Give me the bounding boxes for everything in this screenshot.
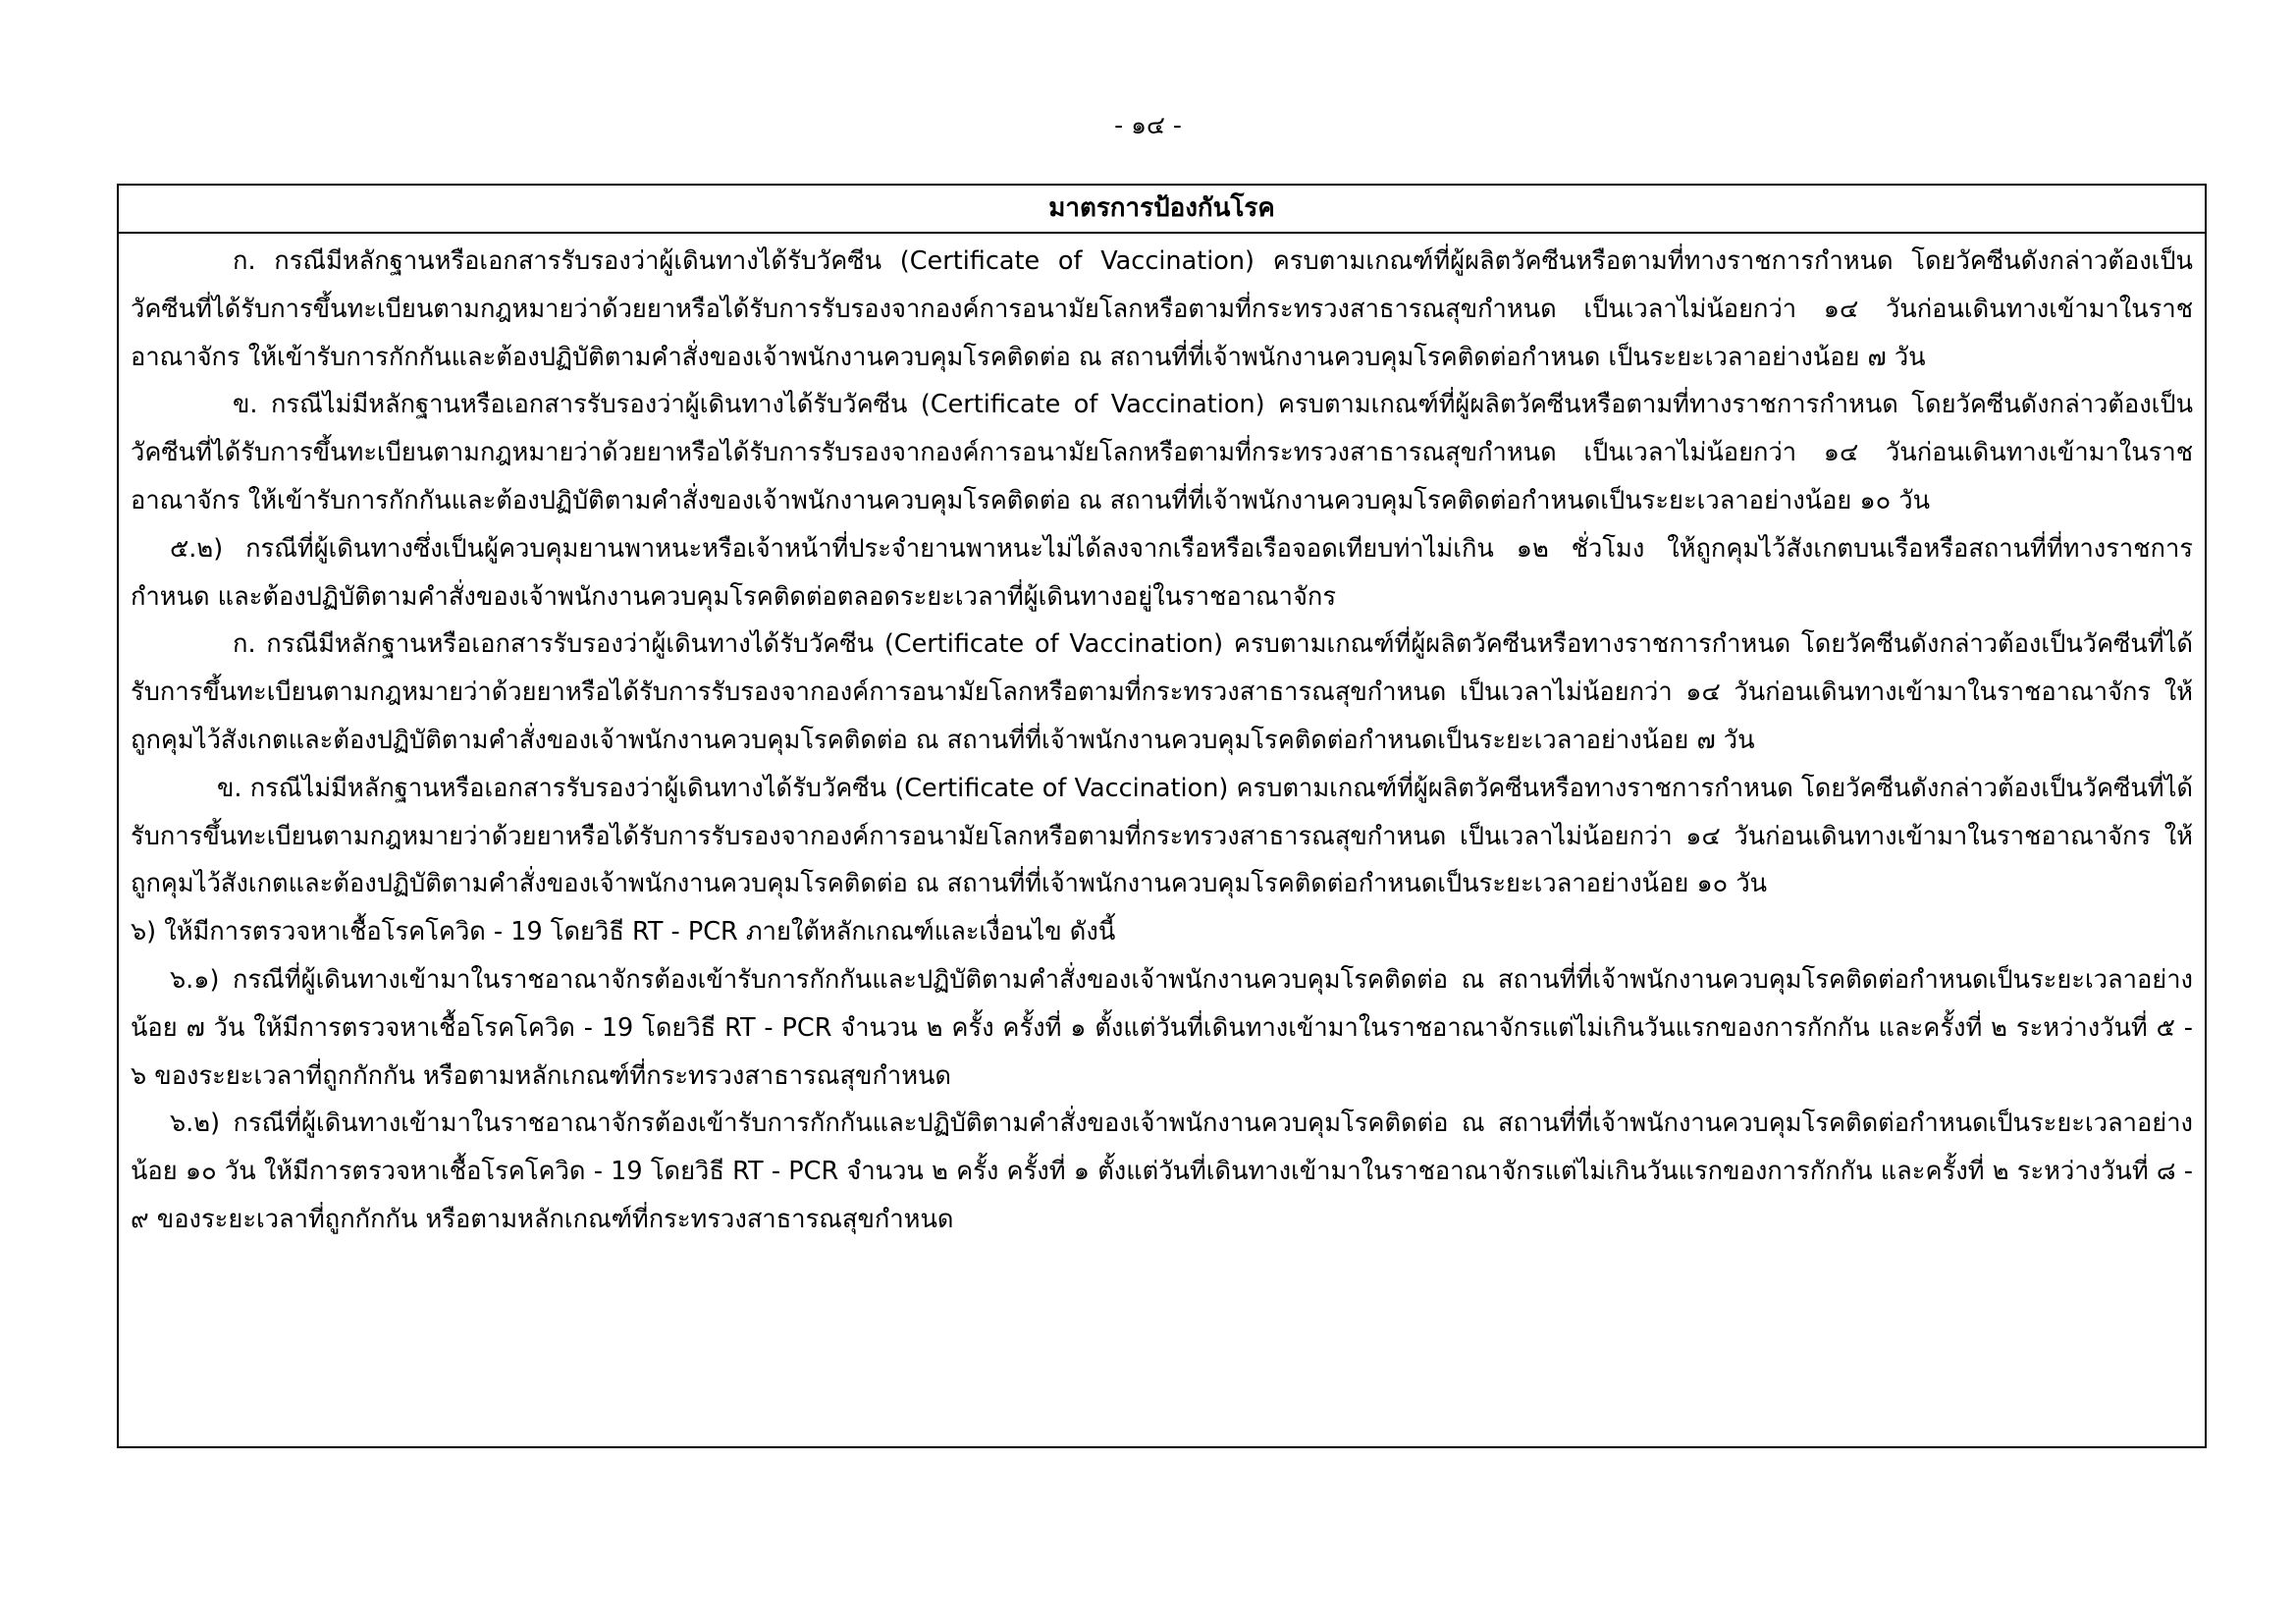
paragraph-6-1: ๖.๑) กรณีที่ผู้เดินทางเข้ามาในราชอาณาจักรต้องเข้ารับการกักกันและปฏิบัติตามคำสั่งของเจ้าพนักงานควบคุมโรคติดต่อ ณ สถานที่ที่เจ้าพนักงานควบคุมโรคติดต่อกำหนดเป็นระยะเวลาอย่างน้อย ๗ วัน ให้มีการตรวจหาเชื้อโรคโควิด - 19 โดยวิธี RT - PCR จำนวน ๒ ครั้ง ครั้งที่ ๑ ตั้งแต่วันที่เดินทางเข้ามาในราชอาณาจักรแต่ไม่เกินวันแรกของการกักกัน และครั้งที่ ๒ ระหว่างวันที่ ๕ - ๖ ของระยะเวลาที่ถูกกักกัน หรือตามหลักเกณฑ์ที่กระทรวงสาธารณสุขกำหนด [131, 964, 2193, 1091]
paragraph-5-2-a: ก. กรณีมีหลักฐานหรือเอกสารรับรองว่าผู้เดินทางได้รับวัคซีน (Certificate of Vaccination) ครบตามเกณฑ์ที่ผู้ผลิตวัคซีนหรือทางราชการกำหนด โดยวัคซีนดังกล่าวต้องเป็นวัคซีนที่ได้รับการขึ้นทะเบียนตามกฎหมายว่าด้วยยาหรือได้รับการรับรองจากองค์การอนามัยโลกหรือตามที่กระทรวงสาธารณสุขกำหนด เป็นเวลาไม่น้อยกว่า ๑๔ วันก่อนเดินทางเข้ามาในราชอาณาจักร ให้ถูกคุมไว้สังเกตและต้องปฏิบัติตามคำสั่งของเจ้าพนักงานควบคุมโรคติดต่อ ณ สถานที่ที่เจ้าพนักงานควบคุมโรคติดต่อกำหนดเป็นระยะเวลาอย่างน้อย ๗ วัน [131, 629, 2193, 755]
paragraph-5-2-b: ข. กรณีไม่มีหลักฐานหรือเอกสารรับรองว่าผู้เดินทางได้รับวัคซีน (Certificate of Vaccination) ครบตามเกณฑ์ที่ผู้ผลิตวัคซีนหรือทางราชการกำหนด โดยวัคซีนดังกล่าวต้องเป็นวัคซีนที่ได้รับการขึ้นทะเบียนตามกฎหมายว่าด้วยยาหรือได้รับการรับรองจากองค์การอนามัยโลกหรือตามที่กระทรวงสาธารณสุขกำหนด เป็นเวลาไม่น้อยกว่า ๑๔ วันก่อนเดินทางเข้ามาในราชอาณาจักร ให้ถูกคุมไว้สังเกตและต้องปฏิบัติตามคำสั่งของเจ้าพนักงานควบคุมโรคติดต่อ ณ สถานที่ที่เจ้าพนักงานควบคุมโรคติดต่อกำหนดเป็นระยะเวลาอย่างน้อย ๑๐ วัน [131, 773, 2193, 899]
table-body [119, 234, 2205, 1244]
paragraph-6-2: ๖.๒) กรณีที่ผู้เดินทางเข้ามาในราชอาณาจักรต้องเข้ารับการกักกันและปฏิบัติตามคำสั่งของเจ้าพนักงานควบคุมโรคติดต่อ ณ สถานที่ที่เจ้าพนักงานควบคุมโรคติดต่อกำหนดเป็นระยะเวลาอย่างน้อย ๑๐ วัน ให้มีการตรวจหาเชื้อโรคโควิด - 19 โดยวิธี RT - PCR จำนวน ๒ ครั้ง ครั้งที่ ๑ ตั้งแต่วันที่เดินทางเข้ามาในราชอาณาจักรแต่ไม่เกินวันแรกของการกักกัน และครั้งที่ ๒ ระหว่างวันที่ ๘ - ๙ ของระยะเวลาที่ถูกกักกัน หรือตามหลักเกณฑ์ที่กระทรวงสาธารณสุขกำหนด [131, 1109, 2193, 1234]
table-header: มาตรการป้องกันโรค [119, 186, 2205, 234]
paragraph-5-1-b: ข. กรณีไม่มีหลักฐานหรือเอกสารรับรองว่าผู้เดินทางได้รับวัคซีน (Certificate of Vaccination) ครบตามเกณฑ์ที่ผู้ผลิตวัคซีนหรือตามที่ทางราชการกำหนด โดยวัคซีนดังกล่าวต้องเป็นวัคซีนที่ได้รับการขึ้นทะเบียนตามกฎหมายว่าด้วยยาหรือได้รับการรับรองจากองค์การอนามัยโลกหรือตามที่กระทรวงสาธารณสุขกำหนด เป็นเวลาไม่น้อยกว่า ๑๔ วันก่อนเดินทางเข้ามาในราชอาณาจักร ให้เข้ารับการกักกันและต้องปฏิบัติตามคำสั่งของเจ้าพนักงานควบคุมโรคติดต่อ ณ สถานที่ที่เจ้าพนักงานควบคุมโรคติดต่อกำหนดเป็นระยะเวลาอย่างน้อย ๑๐ วัน [131, 390, 2193, 515]
measures-table [117, 184, 2207, 1448]
paragraph-5-2: ๕.๒) กรณีที่ผู้เดินทางซึ่งเป็นผู้ควบคุมยานพาหนะหรือเจ้าหน้าที่ประจำยานพาหนะไม่ได้ลงจากเรือหรือเรือจอดเทียบท่าไม่เกิน ๑๒ ชั่วโมง ให้ถูกคุมไว้สังเกตบนเรือหรือสถานที่ที่ทางราชการกำหนด และต้องปฏิบัติตามคำสั่งของเจ้าพนักงานควบคุมโรคติดต่อตลอดระยะเวลาที่ผู้เดินทางอยู่ในราชอาณาจักร [131, 533, 2193, 612]
page-number: - ๑๔ - [1114, 111, 1182, 139]
paragraph-5-1-a: ก. กรณีมีหลักฐานหรือเอกสารรับรองว่าผู้เดินทางได้รับวัคซีน (Certificate of Vaccination) ครบตามเกณฑ์ที่ผู้ผลิตวัคซีนหรือตามที่ทางราชการกำหนด โดยวัคซีนดังกล่าวต้องเป็นวัคซีนที่ได้รับการขึ้นทะเบียนตามกฎหมายว่าด้วยยาหรือได้รับการรับรองจากองค์การอนามัยโลกหรือตามที่กระทรวงสาธารณสุขกำหนด เป็นเวลาไม่น้อยกว่า ๑๔ วันก่อนเดินทางเข้ามาในราชอาณาจักร ให้เข้ารับการกักกันและต้องปฏิบัติตามคำสั่งของเจ้าพนักงานควบคุมโรคติดต่อ ณ สถานที่ที่เจ้าพนักงานควบคุมโรคติดต่อกำหนด เป็นระยะเวลาอย่างน้อย ๗ วัน [131, 246, 2193, 372]
paragraph-6: ๖) ให้มีการตรวจหาเชื้อโรคโควิด - 19 โดยวิธี RT - PCR ภายใต้หลักเกณฑ์และเงื่อนไข ดังนี้ [131, 917, 1116, 947]
